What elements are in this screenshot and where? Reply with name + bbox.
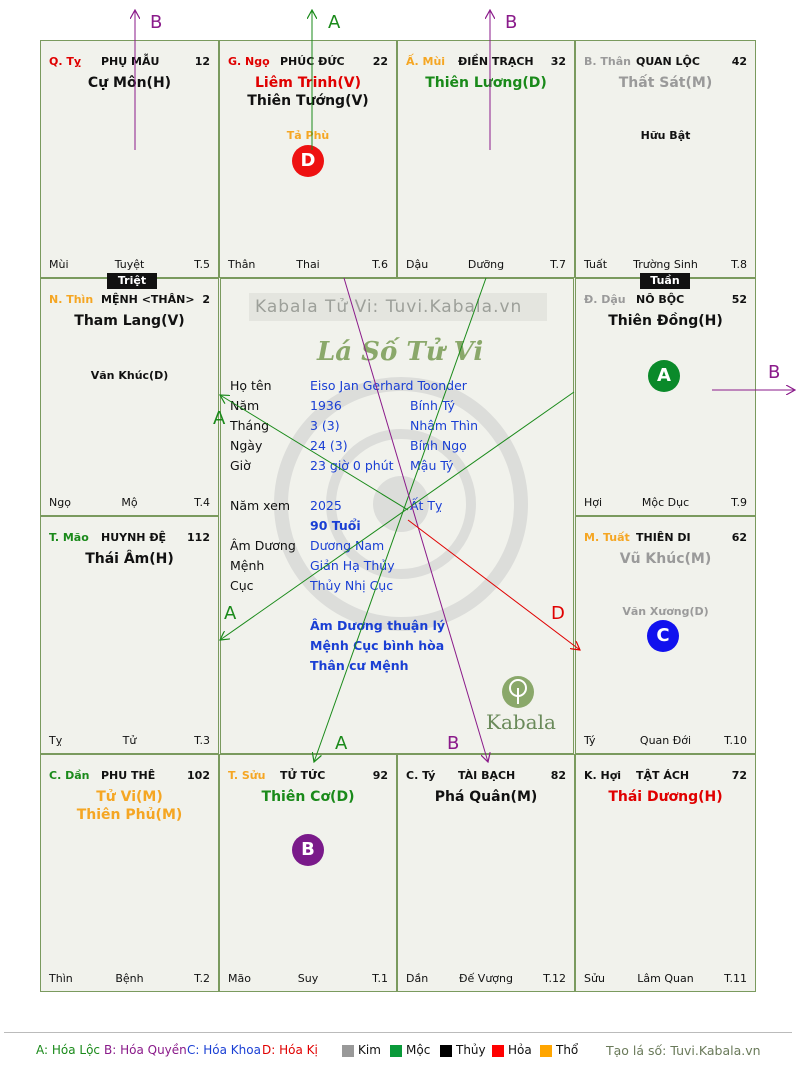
thang-can-chi: Nhâm Thìn [410,418,479,433]
palace-life-stage: Bệnh [115,972,144,985]
arrow-label-a-bottom: A [335,733,348,754]
palace-name: PHỤ MẪU [101,55,160,68]
minor-star: Hữu Bật [640,129,691,142]
palace-name: TỬ TỨC [280,769,326,782]
palace-number: 62 [731,531,747,544]
palace-number: 22 [372,55,388,68]
nam-xem-label: Năm xem [230,498,291,513]
palace-cycle-branch: Dậu [406,258,429,271]
minor-star: Văn Khúc(D) [90,369,169,382]
palace-number: 92 [372,769,388,782]
palace-life-stage: Mộ [121,496,138,509]
palace-branch: Q. Tỵ [49,55,82,68]
main-star: Vũ Khúc(M) [619,551,712,567]
palace-cycle-branch: Hợi [584,496,603,509]
palace-life-stage: Tử [122,734,137,747]
nam-label: Năm [230,398,260,413]
palace-branch: B. Thân [584,55,631,68]
hoa-ki-badge: D [292,145,324,177]
legend-site-link[interactable]: Tạo lá số: Tuvi.Kabala.vn [606,1043,761,1058]
legend-thuy: Thủy [456,1043,486,1057]
legend-swatch-tho [540,1045,552,1057]
palace-tieu-han: T.4 [194,496,210,509]
thang-label: Tháng [230,418,270,433]
palace-tieu-han: T.6 [372,258,388,271]
main-star: Thiên Tướng(V) [247,93,369,109]
palace-number: 82 [550,769,566,782]
arrow-tran-to-menh [220,395,408,510]
menh-value: Giản Hạ Thủy [310,558,395,573]
palace-name: NÔ BỘC [636,293,685,306]
legend-hoa: Hỏa [508,1043,532,1057]
palace-cycle-branch: Tỵ [49,734,63,747]
minor-star: Văn Xương(D) [622,605,709,618]
palace-number: 72 [731,769,747,782]
legend-hoa-loc: A: Hóa Lộc [36,1043,101,1057]
hoa-khoa-badge: C [647,620,679,652]
ho-ten-label: Họ tên [230,378,272,393]
palace-tieu-han: T.7 [550,258,566,271]
am-duong-value: Dương Nam [310,538,385,553]
palace-number: 42 [731,55,747,68]
palace-cycle-branch: Thân [228,258,256,271]
top-label-b-left: B [150,12,163,33]
main-star: Thất Sát(M) [618,75,713,91]
nam-xem-value: 2025 [310,498,342,513]
main-star: Tham Lang(V) [74,313,185,329]
main-star: Cự Môn(H) [87,75,172,91]
palace-cycle-branch: Mão [228,972,251,985]
ngay-value: 24 (3) [310,438,348,453]
main-star: Thiên Lương(D) [425,75,547,91]
palace-name: THIÊN DI [636,531,691,544]
ngay-label: Ngày [230,438,263,453]
palace-cycle-branch: Tuất [584,258,608,271]
arrow-label-d-right: D [551,603,565,624]
main-star: Tử Vi(M) [96,789,163,805]
palace-branch: Ấ. Mùi [406,55,446,68]
palace-branch: T. Sửu [228,769,266,782]
note-than-cu: Thân cư Mệnh [310,658,409,673]
palace-name: MỆNH <THÂN> [101,293,195,306]
arrow-label-b-right: B [768,362,781,383]
palace-branch: N. Thìn [49,293,94,306]
nam-value: 1936 [310,398,342,413]
palace-name: TÀI BẠCH [458,769,516,782]
palace-life-stage: Dưỡng [467,258,505,271]
minor-star: Tả Phù [286,129,330,142]
arrow-label-a-left-mid: A [224,603,237,624]
palace-number: 12 [194,55,210,68]
nam-xem-can-chi: Ất Tỵ [410,498,443,513]
palace-tieu-han: T.2 [194,972,210,985]
legend-swatch-thuy [440,1045,452,1057]
hoa-quyen-badge: B [292,834,324,866]
palace-tieu-han: T.3 [194,734,210,747]
ho-ten-value: Eiso Jan Gerhard Toonder [310,378,467,393]
triet-tag: Triệt [107,273,157,289]
legend-kim: Kim [358,1043,381,1057]
arrow-tran-to-huynh-de [220,392,574,640]
arrow-label-a-left-top: A [213,408,226,429]
watermark-text: Kabala Tử Vi: Tuvi.Kabala.vn [255,297,523,317]
palace-cycle-branch: Mùi [49,258,69,271]
palace-life-stage: Đế Vượng [459,972,513,985]
palace-number: 32 [550,55,566,68]
main-star: Thiên Cơ(D) [261,789,355,805]
palace-branch: C. Dần [49,769,90,782]
palace-life-stage: Tuyệt [114,258,145,271]
main-star: Thái Âm(H) [85,551,174,567]
gio-label: Giờ [230,458,251,473]
chart-title: Lá Số Tử Vi [317,337,484,367]
legend-moc: Mộc [406,1043,431,1057]
palace-branch: M. Tuất [584,531,630,544]
palace-life-stage: Trường Sinh [633,258,698,271]
palace-number: 2 [202,293,210,306]
palace-branch: T. Mão [49,531,89,544]
palace-cycle-branch: Thìn [49,972,73,985]
legend-swatch-hoa [492,1045,504,1057]
main-star: Thái Dương(H) [608,789,723,805]
legend-hoa-ki: D: Hóa Kị [262,1043,318,1057]
legend-swatch-kim [342,1045,354,1057]
legend-divider [4,1032,792,1033]
legend-swatch-moc [390,1045,402,1057]
kabala-logo-text: Kabala [486,710,556,734]
palace-tieu-han: T.12 [543,972,566,985]
palace-tieu-han: T.5 [194,258,210,271]
nam-can-chi: Bính Tý [410,398,455,413]
cuc-value: Thủy Nhị Cục [310,578,394,593]
menh-label: Mệnh [230,558,265,573]
palace-branch: C. Tý [406,769,436,782]
note-am-duong: Âm Dương thuận lý [310,618,446,633]
arrow-to-thien-di [408,520,580,650]
legend-tho: Thổ [556,1043,579,1057]
ngay-can-chi: Bính Ngọ [410,438,467,453]
tuoi-value: 90 Tuổi [310,518,361,533]
palace-name: PHÚC ĐỨC [280,55,345,68]
palace-number: 52 [731,293,747,306]
palace-tieu-han: T.1 [372,972,388,985]
palace-branch: K. Hợi [584,769,622,782]
legend-hoa-quyen: B: Hóa Quyền [104,1043,187,1057]
palace-number: 112 [187,531,210,544]
arrow-dien-trach-to-tu-tuc [314,278,486,762]
hoa-loc-badge: A [648,360,680,392]
palace-cycle-branch: Sửu [584,972,605,985]
palace-tieu-han: T.8 [731,258,747,271]
tuan-tag: Tuần [640,273,690,289]
palace-name: TẬT ÁCH [636,769,690,782]
palace-cycle-branch: Tý [584,734,596,747]
gio-can-chi: Mậu Tý [410,458,454,473]
palace-cycle-branch: Ngọ [49,496,71,509]
palace-name: HUYNH ĐỆ [101,531,167,544]
top-label-a: A [328,12,341,33]
main-star: Thiên Phủ(M) [76,807,183,823]
thang-value: 3 (3) [310,418,340,433]
main-star: Liêm Trinh(V) [255,75,361,91]
cuc-label: Cục [230,578,254,593]
palace-name: QUAN LỘC [636,55,700,68]
gio-value: 23 giờ 0 phút [310,458,394,473]
main-star: Phá Quân(M) [434,789,538,805]
note-menh-cuc: Mệnh Cục bình hòa [310,638,445,653]
arrow-label-b-bottom: B [447,733,460,754]
palace-branch: G. Ngọ [228,55,270,68]
arrow-phuc-duc-to-tai-bach [344,278,488,762]
palace-life-stage: Quan Đới [639,734,692,747]
palace-name: PHU THÊ [101,769,156,782]
palace-cycle-branch: Dần [406,972,429,985]
palace-life-stage: Lâm Quan [637,972,694,985]
legend-hoa-khoa: C: Hóa Khoa [187,1043,261,1057]
palace-tieu-han: T.10 [724,734,747,747]
palace-life-stage: Suy [297,972,319,985]
palace-tieu-han: T.9 [731,496,747,509]
top-label-b-right: B [505,12,518,33]
palace-life-stage: Thai [296,258,320,271]
palace-life-stage: Mộc Dục [641,496,690,509]
palace-name: ĐIỀN TRẠCH [458,55,534,68]
main-star: Thiên Đồng(H) [608,313,723,329]
palace-branch: Đ. Dậu [584,293,626,306]
palace-tieu-han: T.11 [724,972,747,985]
am-duong-label: Âm Dương [230,538,296,553]
palace-number: 102 [187,769,210,782]
